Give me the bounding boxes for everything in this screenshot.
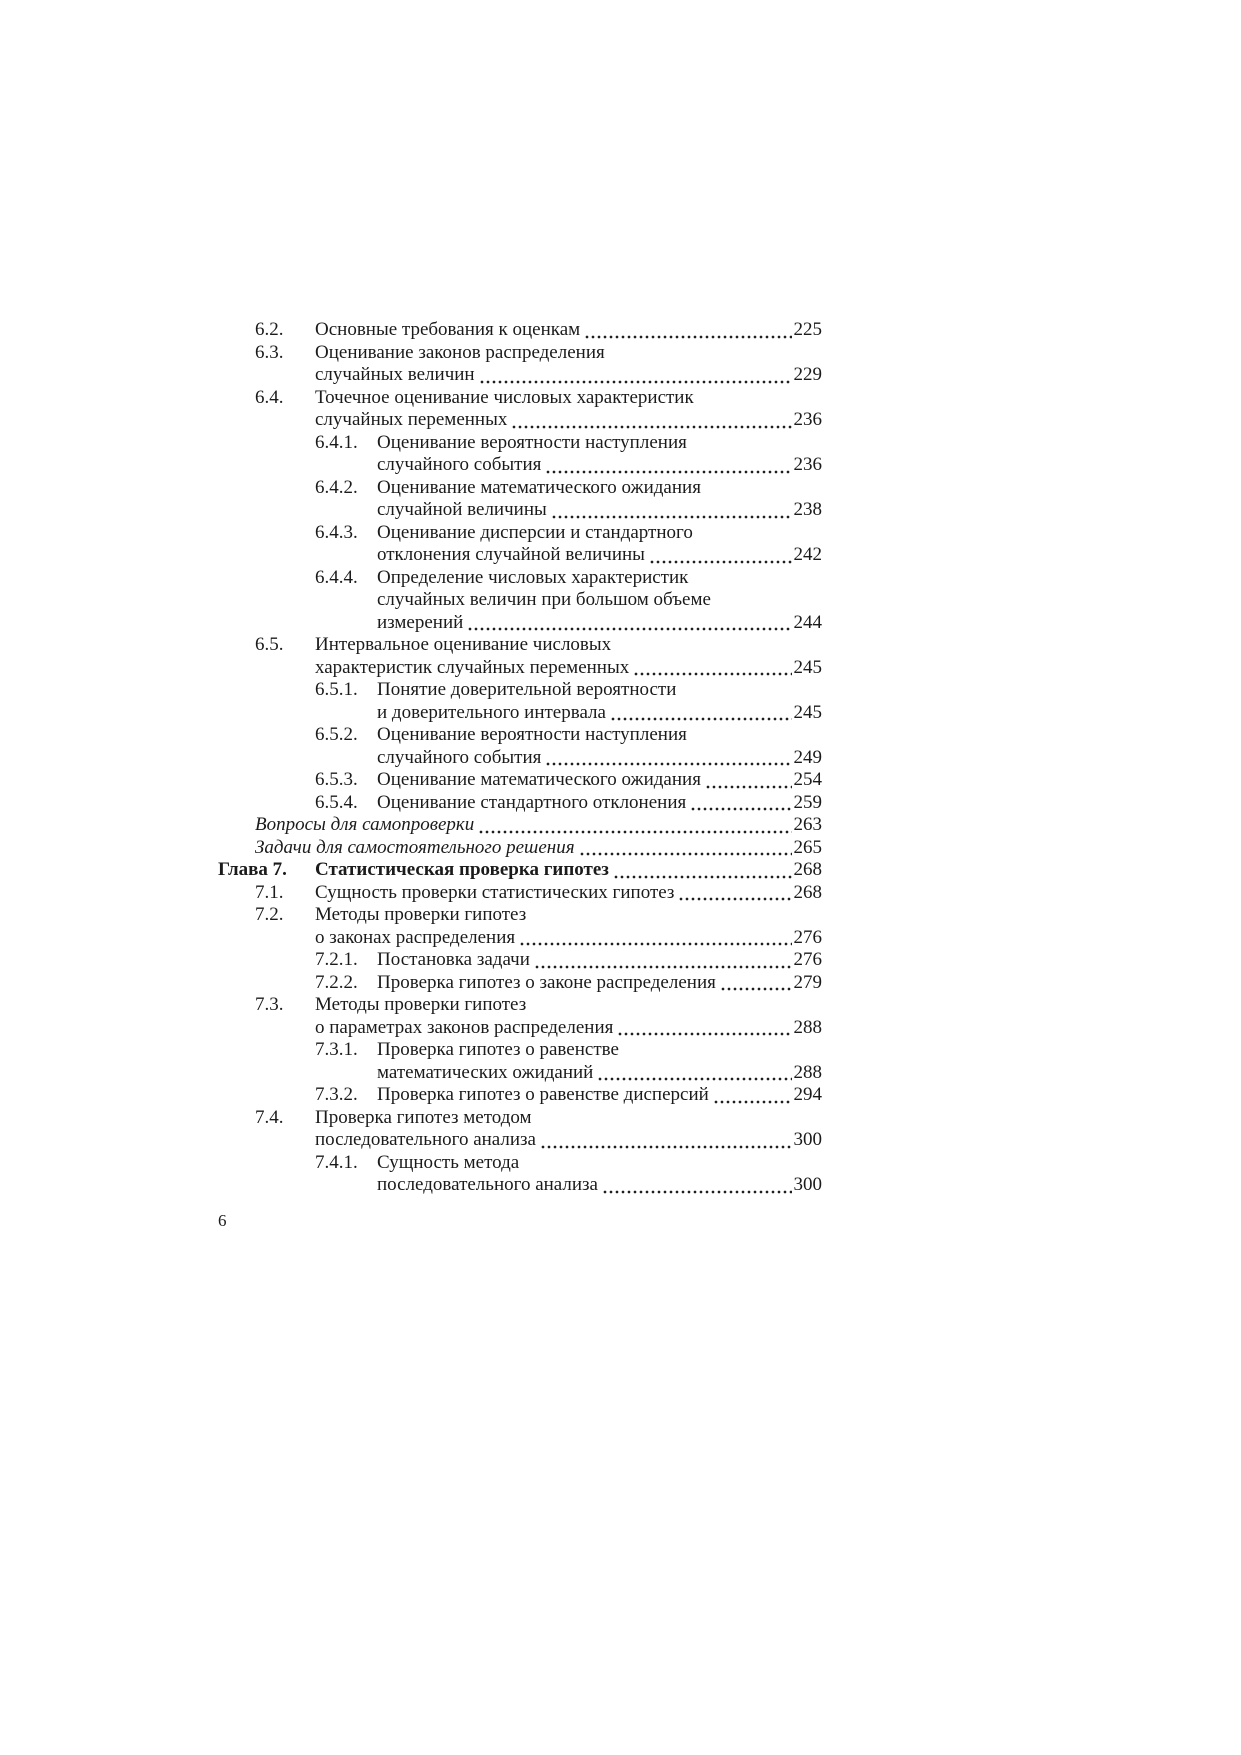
- toc-entry: [255, 837, 822, 860]
- toc-entry-line: [377, 972, 822, 995]
- toc-entry-page: 265: [793, 836, 822, 858]
- toc-entry-title: [377, 1084, 822, 1107]
- toc-entry-title: [315, 904, 822, 949]
- toc-entry-page: 288: [793, 1061, 822, 1083]
- toc-entry-number: 6.4.: [255, 386, 284, 408]
- toc-entry-title: [377, 679, 822, 724]
- toc-entry-page: 236: [793, 454, 822, 475]
- toc-entry-line: Оценивание дисперсии и стандартного: [377, 521, 693, 543]
- toc-entry-text: Вопросы для самопроверки: [255, 814, 475, 835]
- toc-entry: [315, 949, 822, 972]
- toc-entry-text: Задачи для самостоятельного решения: [255, 836, 575, 858]
- toc-entry-line: Оценивание математического ожидания: [377, 476, 701, 498]
- dot-leader: [602, 1174, 792, 1197]
- dot-leader: [649, 544, 792, 567]
- dot-leader: [617, 1017, 791, 1040]
- toc-entry-line: [315, 1129, 822, 1152]
- toc-entry-number: 7.1.: [255, 881, 284, 903]
- toc-entry-title: [377, 567, 822, 635]
- toc-entry-title: [315, 387, 822, 432]
- dot-leader: [467, 612, 791, 635]
- toc-entry: [315, 432, 822, 477]
- toc-entry-text: о параметрах законов распределения: [315, 1016, 614, 1038]
- toc-entry-line: Сущность метода: [377, 1151, 520, 1173]
- toc-entry-title: [315, 319, 822, 342]
- toc-entry-line: [377, 454, 822, 477]
- dot-leader: [610, 702, 792, 725]
- toc-entry-text: Оценивание стандартного отклонения: [377, 791, 687, 813]
- toc-entry: [218, 859, 822, 882]
- toc-entry-title: [377, 724, 822, 769]
- toc-entry-page: 263: [793, 814, 822, 835]
- toc-entry-text: измерений: [377, 611, 464, 633]
- dot-leader: [551, 499, 792, 522]
- dot-leader: [720, 972, 792, 995]
- toc-entry-number: 7.4.: [255, 1106, 284, 1128]
- toc-entry-number: 6.5.1.: [315, 679, 358, 700]
- toc-entry-page: 268: [793, 881, 822, 903]
- page-number: 6: [218, 1211, 227, 1230]
- toc-entry: [315, 724, 822, 769]
- toc-entry-text: Основные требования к оценкам: [315, 319, 581, 340]
- toc-entry-number: 7.2.2.: [315, 971, 358, 993]
- dot-leader: [678, 882, 791, 905]
- toc-entry-line: Определение числовых характеристик: [377, 566, 689, 588]
- toc-entry-number: 6.4.1.: [315, 431, 358, 453]
- toc-entry-line: случайных величин при большом объеме: [377, 589, 711, 610]
- toc-entry-line: [315, 364, 822, 387]
- toc-entry: [315, 679, 822, 724]
- toc-entry-text: случайного события: [377, 454, 542, 475]
- toc-entry-title: [315, 994, 822, 1039]
- toc-entry: [255, 994, 822, 1039]
- toc-entry-line: [315, 657, 822, 680]
- toc-entry-text: характеристик случайных переменных: [315, 656, 630, 678]
- toc-entry-page: 238: [793, 499, 822, 520]
- toc-entry: [255, 904, 822, 949]
- dot-leader: [478, 814, 791, 837]
- toc-entry-title: [377, 792, 822, 815]
- dot-leader: [597, 1062, 791, 1085]
- toc-entry: [315, 1039, 822, 1084]
- dot-leader: [633, 657, 791, 680]
- toc-entry-text: математических ожиданий: [377, 1061, 594, 1083]
- dot-leader: [713, 1084, 792, 1107]
- toc-entry-page: 268: [793, 859, 822, 880]
- toc-entry-number: 6.2.: [255, 319, 284, 340]
- toc-entry-line: [377, 499, 822, 522]
- toc-entry: [255, 814, 822, 837]
- dot-leader: [511, 409, 791, 432]
- toc-entry-line: [315, 319, 822, 342]
- toc-entry-line: [315, 1017, 822, 1040]
- toc-entry-text: Сущность проверки статистических гипотез: [315, 881, 675, 903]
- toc-entry-line: Методы проверки гипотез: [315, 994, 527, 1015]
- toc-entry-title: [315, 882, 822, 905]
- toc-entry: [315, 792, 822, 815]
- toc-entry-number: 6.5.: [255, 634, 284, 655]
- toc-entry-line: Оценивание вероятности наступления: [377, 724, 687, 745]
- dot-leader: [579, 837, 792, 860]
- toc-entry-title: [377, 477, 822, 522]
- toc-entry-title: [315, 342, 822, 387]
- toc-entry-title: [377, 769, 822, 792]
- toc-entry-line: [255, 814, 822, 837]
- toc-entry-line: Методы проверки гипотез: [315, 904, 527, 925]
- toc-entry-title: [315, 634, 822, 679]
- dot-leader: [479, 364, 792, 387]
- toc-entry-line: [315, 927, 822, 950]
- toc-entry-title: [377, 972, 822, 995]
- toc-entry: [255, 342, 822, 387]
- toc-entry: [315, 1084, 822, 1107]
- toc-entry-page: 276: [793, 949, 822, 970]
- toc-entry-number: 7.2.: [255, 904, 284, 925]
- toc-entry-line: Оценивание вероятности наступления: [377, 431, 687, 453]
- toc-entry: [315, 1152, 822, 1197]
- toc-entry-line: Проверка гипотез методом: [315, 1106, 532, 1128]
- toc-entry-text: случайных величин: [315, 364, 475, 385]
- toc-entry-number: Глава 7.: [218, 859, 287, 880]
- toc-entry-title: [377, 1152, 822, 1197]
- toc-entry-line: [377, 769, 822, 792]
- toc-entry-number: 6.5.3.: [315, 769, 358, 790]
- toc-entry-text: отклонения случайной величины: [377, 544, 645, 565]
- toc-entry-line: Проверка гипотез о равенстве: [377, 1039, 619, 1060]
- toc-entry-line: Понятие доверительной вероятности: [377, 679, 677, 700]
- toc-entry-line: [377, 612, 822, 635]
- toc-entry-page: 254: [793, 769, 822, 790]
- toc-entry-text: и доверительного интервала: [377, 701, 606, 723]
- dot-leader: [540, 1129, 792, 1152]
- toc-entry-text: случайного события: [377, 746, 542, 768]
- toc-entry: [255, 882, 822, 905]
- dot-leader: [584, 319, 791, 342]
- toc-entry-number: 7.2.1.: [315, 949, 358, 970]
- dot-leader: [690, 792, 791, 815]
- toc-entry-line: [315, 409, 822, 432]
- toc-entry-title: [377, 432, 822, 477]
- dot-leader: [534, 949, 792, 972]
- toc-entry-title: [255, 814, 822, 837]
- toc-entry-line: [377, 747, 822, 770]
- toc-entry-number: 6.5.4.: [315, 791, 358, 813]
- toc-entry-page: 276: [793, 926, 822, 948]
- toc-entry-number: 6.4.2.: [315, 476, 358, 498]
- toc-entry-line: [377, 544, 822, 567]
- toc-entry-page: 245: [793, 656, 822, 678]
- dot-leader: [545, 747, 791, 770]
- toc-entry-page: 279: [793, 971, 822, 993]
- toc-entry-number: 7.3.: [255, 994, 284, 1015]
- toc-entry-number: 7.4.1.: [315, 1151, 358, 1173]
- toc-entry-line: [315, 882, 822, 905]
- dot-leader: [705, 769, 792, 792]
- toc-entry-page: 300: [793, 1129, 822, 1150]
- toc-entry-number: 7.3.1.: [315, 1039, 358, 1060]
- toc-entry: [315, 769, 822, 792]
- dot-leader: [545, 454, 791, 477]
- toc-entry-line: Точечное оценивание числовых характеристик: [315, 386, 694, 408]
- toc-entry-text: последовательного анализа: [315, 1129, 536, 1150]
- toc-entry-title: [377, 522, 822, 567]
- table-of-contents: [218, 319, 822, 1197]
- toc-entry-number: 6.3.: [255, 341, 284, 363]
- toc-entry-text: Проверка гипотез о равенстве дисперсий: [377, 1084, 709, 1105]
- toc-entry-title: [255, 837, 822, 860]
- toc-entry-page: 294: [793, 1084, 822, 1105]
- toc-entry-text: о законах распределения: [315, 926, 516, 948]
- toc-entry-line: Интервальное оценивание числовых: [315, 634, 612, 655]
- toc-entry-page: 288: [793, 1016, 822, 1038]
- toc-entry-line: [377, 1084, 822, 1107]
- dot-leader: [519, 927, 791, 950]
- toc-entry: [315, 567, 822, 635]
- toc-entry-page: 225: [793, 319, 822, 340]
- toc-entry-page: 229: [793, 364, 822, 385]
- toc-entry-text: Постановка задачи: [377, 949, 530, 970]
- toc-entry-text: случайной величины: [377, 499, 547, 520]
- toc-entry: [315, 972, 822, 995]
- toc-entry-line: Оценивание законов распределения: [315, 341, 605, 363]
- toc-entry-text: случайных переменных: [315, 409, 508, 430]
- toc-entry-text: последовательного анализа: [377, 1174, 598, 1195]
- toc-entry: [255, 387, 822, 432]
- toc-entry-title: [377, 949, 822, 972]
- toc-entry-line: [255, 837, 822, 860]
- toc-entry-line: [377, 702, 822, 725]
- toc-entry: [315, 522, 822, 567]
- toc-entry-number: 6.4.3.: [315, 521, 358, 543]
- toc-entry-line: [377, 949, 822, 972]
- toc-entry-page: 259: [793, 791, 822, 813]
- toc-entry: [255, 1107, 822, 1152]
- toc-entry-line: [377, 1174, 822, 1197]
- toc-entry: [255, 319, 822, 342]
- toc-entry-page: 245: [793, 701, 822, 723]
- toc-entry: [255, 634, 822, 679]
- toc-entry-title: [315, 1107, 822, 1152]
- toc-entry-text: Проверка гипотез о законе распределения: [377, 971, 716, 993]
- toc-entry-page: 236: [793, 409, 822, 430]
- toc-entry-number: 6.4.4.: [315, 566, 358, 588]
- toc-entry-line: [315, 859, 822, 882]
- toc-entry-text: Оценивание математического ожидания: [377, 769, 701, 790]
- toc-entry: [315, 477, 822, 522]
- dot-leader: [613, 859, 792, 882]
- toc-entry-page: 244: [793, 611, 822, 633]
- toc-entry-line: [377, 792, 822, 815]
- toc-entry-page: 242: [793, 544, 822, 565]
- toc-entry-number: 7.3.2.: [315, 1084, 358, 1105]
- toc-entry-page: 300: [793, 1174, 822, 1195]
- toc-entry-number: 6.5.2.: [315, 724, 358, 745]
- toc-entry-page: 249: [793, 746, 822, 768]
- toc-entry-line: [377, 1062, 822, 1085]
- toc-entry-title: [377, 1039, 822, 1084]
- toc-entry-title: [315, 859, 822, 882]
- toc-entry-text: Статистическая проверка гипотез: [315, 859, 609, 880]
